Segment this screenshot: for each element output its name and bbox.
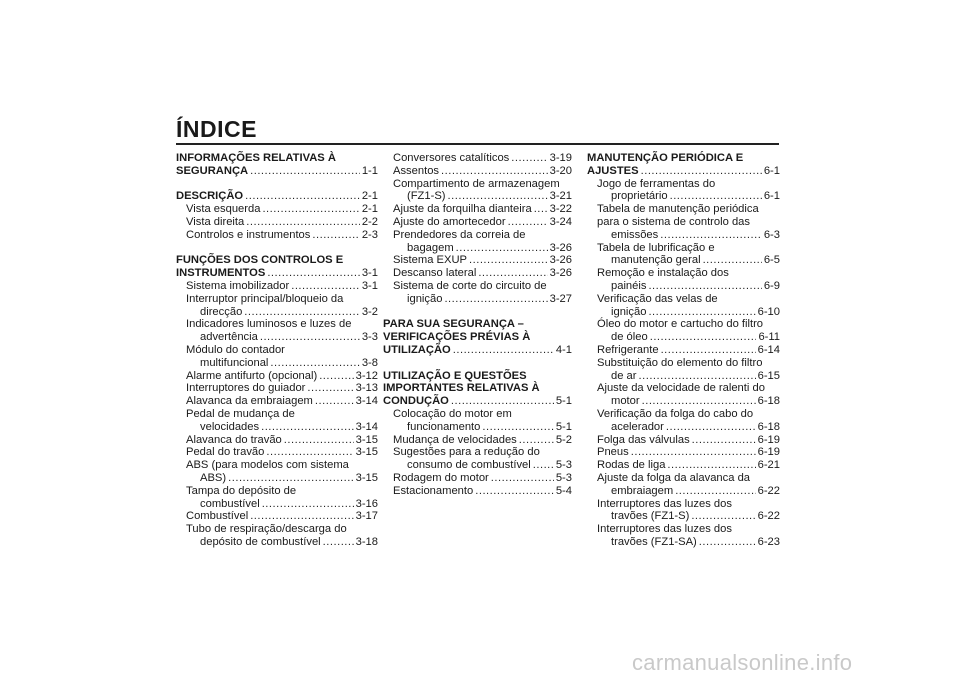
toc-entry[interactable] <box>587 370 780 383</box>
toc-page-number: 3-26 <box>549 267 572 280</box>
toc-entry-title: Folga das válvulas <box>597 433 690 446</box>
toc-entry[interactable] <box>383 472 572 485</box>
dot-leader <box>270 357 359 370</box>
toc-entry[interactable] <box>587 485 780 498</box>
dot-leader <box>675 485 755 498</box>
dot-leader <box>703 254 762 267</box>
toc-page-number: 6-22 <box>757 484 780 497</box>
toc-entry-line: ABS (para modelos com sistema <box>186 459 349 472</box>
toc-entry-title: AJUSTES <box>587 164 639 177</box>
toc-entry-title: Sistema imobilizador <box>186 279 290 292</box>
toc-entry[interactable] <box>176 434 378 447</box>
toc-entry[interactable] <box>176 510 378 523</box>
toc-entry[interactable] <box>176 357 378 370</box>
dot-leader <box>691 510 755 523</box>
toc-entry[interactable] <box>383 421 572 434</box>
toc-page-number: 6-11 <box>758 331 780 344</box>
toc-entry-title: SEGURANÇA <box>176 164 249 177</box>
toc-page-number: 3-15 <box>355 433 378 446</box>
toc-entry-line: Prendedores da correia de <box>393 228 526 241</box>
dot-leader <box>660 229 762 242</box>
dot-leader <box>315 395 354 408</box>
dot-leader <box>650 331 757 344</box>
toc-page-number: 6-18 <box>757 420 780 433</box>
toc-column-1 <box>176 152 378 549</box>
dot-leader <box>250 510 353 523</box>
toc-entry-title: advertência <box>200 331 258 344</box>
toc-entry[interactable] <box>176 370 378 383</box>
toc-entry[interactable] <box>587 280 780 293</box>
toc-page-number: 2-2 <box>361 215 378 228</box>
toc-entry[interactable] <box>383 459 572 472</box>
title-rule <box>176 143 779 145</box>
dot-leader <box>648 280 761 293</box>
toc-section-heading: VERIFICAÇÕES PRÉVIAS À <box>383 331 531 344</box>
page-title: ÍNDICE <box>176 116 257 142</box>
toc-entry[interactable] <box>383 190 572 203</box>
toc-entry-line: Interruptor principal/bloqueio da <box>186 292 344 305</box>
dot-leader <box>245 190 360 203</box>
toc-page-number: 6-1 <box>763 190 780 203</box>
toc-entry-line: Pedal de mudança de <box>186 407 295 420</box>
toc-entry-line: Substituição do elemento do filtro <box>597 356 763 369</box>
toc-entry-title: emissões <box>611 228 659 241</box>
toc-entry-title: Rodagem do motor <box>393 471 489 484</box>
toc-page-number: 6-19 <box>757 446 780 459</box>
toc-page-number: 6-22 <box>757 510 780 523</box>
dot-leader <box>491 472 554 485</box>
toc-entry[interactable] <box>587 229 780 242</box>
toc-entry[interactable] <box>383 254 572 267</box>
toc-entry-title: Pedal do travão <box>186 446 265 459</box>
dot-leader <box>250 165 360 178</box>
toc-entry-title: Alavanca do travão <box>186 433 282 446</box>
toc-column-2 <box>383 152 572 498</box>
toc-page-number: 6-10 <box>757 305 780 318</box>
toc-page-number: 6-15 <box>757 369 780 382</box>
spacer <box>176 178 378 191</box>
toc-entry-title: ABS) <box>200 471 227 484</box>
toc-entry[interactable] <box>587 190 780 203</box>
toc-entry-line: para o sistema de controlo das <box>597 215 750 228</box>
toc-page-number: 6-3 <box>763 228 780 241</box>
toc-page-number: 6-9 <box>763 279 780 292</box>
toc-entry[interactable] <box>587 510 780 523</box>
toc-entry-title: UTILIZAÇÃO <box>383 343 451 356</box>
toc-page-number: 3-20 <box>549 164 572 177</box>
toc-entry-line: Ajuste da folga da alavanca da <box>597 471 751 484</box>
toc-entry-title: motor <box>611 395 640 408</box>
toc-entry[interactable] <box>587 434 780 447</box>
toc-page-number: 3-15 <box>355 471 378 484</box>
toc-page-number: 3-18 <box>355 535 378 548</box>
toc-page-number: 6-21 <box>757 459 780 472</box>
toc-entry-title: direcção <box>200 305 243 318</box>
toc-entry-line: Sugestões para a redução do <box>393 446 540 459</box>
toc-page-number: 3-27 <box>549 292 572 305</box>
toc-entry-title: INSTRUMENTOS <box>176 267 266 280</box>
toc-entry[interactable] <box>383 267 572 280</box>
toc-entry-title: Ajuste do amortecedor <box>393 215 506 228</box>
toc-entry[interactable] <box>587 395 780 408</box>
toc-page-number: 3-26 <box>549 254 572 267</box>
toc-entry-title: travões (FZ1-S) <box>611 510 690 523</box>
toc-entry-title: (FZ1-S) <box>407 190 446 203</box>
dot-leader <box>533 459 554 472</box>
toc-entry-title: consumo de combustível <box>407 459 531 472</box>
dot-leader <box>482 421 553 434</box>
toc-entry-title: Alarme antifurto (opcional) <box>186 369 318 382</box>
dot-leader <box>699 536 756 549</box>
toc-entry-title: acelerador <box>611 420 664 433</box>
toc-entry[interactable] <box>587 536 780 549</box>
toc-page-number: 3-13 <box>355 382 378 395</box>
toc-entry-line: Ajuste da velocidade de ralenti do <box>597 382 765 395</box>
toc-entry[interactable] <box>176 280 378 293</box>
dot-leader <box>266 446 353 459</box>
dot-leader <box>307 382 353 395</box>
toc-page-number: 5-1 <box>555 420 572 433</box>
toc-entry[interactable] <box>587 446 780 459</box>
toc-page-number: 2-1 <box>361 203 378 216</box>
toc-entry[interactable] <box>587 459 780 472</box>
toc-entry-title: Descanso lateral <box>393 267 477 280</box>
toc-entry[interactable] <box>176 331 378 344</box>
toc-entry-title: Pneus <box>597 446 629 459</box>
toc-entry[interactable] <box>176 229 378 242</box>
toc-entry-title: Interruptores do guiador <box>186 382 306 395</box>
toc-entry-title: Ajuste da forquilha dianteira <box>393 203 532 216</box>
dot-leader <box>291 280 360 293</box>
toc-entry[interactable] <box>587 331 780 344</box>
toc-page-number: 3-19 <box>549 152 572 164</box>
toc-page-number: 6-14 <box>757 343 780 356</box>
toc-entry-line: Sistema de corte do circuito de <box>393 279 547 292</box>
dot-leader <box>444 293 547 306</box>
toc-entry-line: Compartimento de armazenagem <box>393 177 560 190</box>
toc-entry-line: Óleo do motor e cartucho do filtro <box>597 318 764 331</box>
toc-entry-line: Verificação das velas de <box>597 292 718 305</box>
dot-leader <box>648 306 755 319</box>
toc-page-number: 3-24 <box>549 215 572 228</box>
toc-entry[interactable] <box>176 395 378 408</box>
toc-entry[interactable] <box>176 203 378 216</box>
toc-page-number: 2-3 <box>361 228 378 241</box>
toc-entry[interactable] <box>176 498 378 511</box>
toc-page-number: 3-12 <box>355 369 378 382</box>
toc-entry-title: proprietário <box>611 190 668 203</box>
toc-entry-line: Remoção e instalação dos <box>597 267 729 280</box>
toc-section-heading: UTILIZAÇÃO E QUESTÕES <box>383 369 527 382</box>
toc-entry-title: Refrigerante <box>597 343 659 356</box>
toc-entry-title: ignição <box>611 305 647 318</box>
toc-entry-title: Rodas de liga <box>597 459 666 472</box>
toc-entry-line: Indicadores luminosos e luzes de <box>186 318 352 331</box>
toc-entry-line: Tampa do depósito de <box>186 484 297 497</box>
toc-entry[interactable] <box>383 485 572 498</box>
toc-page-number: 5-3 <box>555 459 572 472</box>
toc-entry-line: Interruptores das luzes dos <box>597 523 732 536</box>
toc-entry-line: Tabela de manutenção periódica <box>597 203 759 216</box>
dot-leader <box>453 344 554 357</box>
toc-entry[interactable] <box>383 434 572 447</box>
dot-leader <box>670 190 762 203</box>
toc-page-number: 3-3 <box>361 331 378 344</box>
toc-entry-line: Interruptores das luzes dos <box>597 497 732 510</box>
dot-leader <box>456 242 548 255</box>
toc-entry-title: ignição <box>407 292 443 305</box>
toc-entry-title: multifuncional <box>200 356 269 369</box>
toc-page-number: 5-3 <box>555 471 572 484</box>
toc-page-number: 4-1 <box>555 343 572 356</box>
toc-entry[interactable] <box>176 472 378 485</box>
toc-entry-title: Estacionamento <box>393 484 474 497</box>
dot-leader <box>639 370 756 383</box>
toc-page-number: 3-1 <box>361 279 378 292</box>
dot-leader <box>267 267 360 280</box>
toc-entry-title: Controlos e instrumentos <box>186 228 311 241</box>
dot-leader <box>319 370 353 383</box>
dot-leader <box>534 203 548 216</box>
toc-entry-line: Verificação da folga do cabo do <box>597 407 754 420</box>
toc-entry-title: bagagem <box>407 241 454 254</box>
toc-entry[interactable] <box>176 382 378 395</box>
toc-page-number: 3-17 <box>355 510 378 523</box>
toc-entry-title: funcionamento <box>407 420 481 433</box>
dot-leader <box>260 331 360 344</box>
toc-entry-title: Vista esquerda <box>186 203 261 216</box>
toc-entry-title: embraiagem <box>611 484 674 497</box>
toc-entry-title: CONDUÇÃO <box>383 395 449 408</box>
spacer <box>176 242 378 255</box>
dot-leader <box>323 536 354 549</box>
dot-leader <box>661 344 756 357</box>
toc-section-entry[interactable] <box>383 344 572 357</box>
toc-page-number: 6-18 <box>757 395 780 408</box>
toc-entry[interactable] <box>587 421 780 434</box>
dot-leader <box>441 165 548 178</box>
toc-entry[interactable] <box>383 165 572 178</box>
toc-section-heading: PARA SUA SEGURANÇA – <box>383 318 524 331</box>
watermark: carmanualsonline.info <box>632 650 853 675</box>
toc-entry[interactable] <box>176 216 378 229</box>
toc-entry-title: Alavanca da embraiagem <box>186 395 313 408</box>
dot-leader <box>262 498 354 511</box>
toc-section-entry[interactable] <box>383 395 572 408</box>
toc-page-number: 3-21 <box>549 190 572 203</box>
toc-page-number: 5-4 <box>555 484 572 497</box>
toc-entry[interactable] <box>383 216 572 229</box>
toc-page-number: 3-22 <box>549 203 572 216</box>
dot-leader <box>478 267 547 280</box>
toc-section-heading: MANUTENÇÃO PERIÓDICA E <box>587 152 744 164</box>
toc-entry-title: combustível <box>200 497 260 510</box>
toc-entry[interactable] <box>383 203 572 216</box>
toc-page-number: 6-23 <box>757 535 780 548</box>
toc-entry-title: depósito de combustível <box>200 535 321 548</box>
spacer <box>383 357 572 370</box>
toc-page-number: 3-2 <box>361 305 378 318</box>
toc-entry-title: Vista direita <box>186 215 245 228</box>
toc-entry[interactable] <box>383 242 572 255</box>
dot-leader <box>667 459 755 472</box>
toc-entry-line: Colocação do motor em <box>393 407 512 420</box>
toc-page-number: 3-26 <box>549 241 572 254</box>
dot-leader <box>475 485 554 498</box>
toc-page-number: 6-19 <box>757 433 780 446</box>
toc-entry[interactable] <box>587 344 780 357</box>
toc-entry-line: Tabela de lubrificação e <box>597 241 715 254</box>
toc-entry[interactable] <box>176 421 378 434</box>
toc-entry-line: Jogo de ferramentas do <box>597 177 716 190</box>
toc-entry[interactable] <box>176 306 378 319</box>
toc-entry-title: painéis <box>611 279 647 292</box>
toc-entry[interactable] <box>383 152 572 165</box>
dot-leader <box>262 203 359 216</box>
toc-entry-title: travões (FZ1-SA) <box>611 535 697 548</box>
toc-section-heading: INFORMAÇÕES RELATIVAS À <box>176 152 336 164</box>
toc-entry-title: Assentos <box>393 164 440 177</box>
toc-section-entry[interactable] <box>587 165 780 178</box>
dot-leader <box>511 152 547 165</box>
dot-leader <box>261 421 354 434</box>
dot-leader <box>642 395 756 408</box>
toc-entry-title: DESCRIÇÃO <box>176 190 244 203</box>
toc-entry-title: Sistema EXUP <box>393 254 467 267</box>
toc-section-heading: IMPORTANTES RELATIVAS À <box>383 382 540 395</box>
toc-page-number: 6-1 <box>763 164 780 177</box>
toc-entry[interactable] <box>587 306 780 319</box>
toc-page-number: 3-8 <box>361 356 378 369</box>
toc-entry-title: manutenção geral <box>611 254 701 267</box>
toc-entry[interactable] <box>587 254 780 267</box>
toc-page-number: 5-2 <box>555 433 572 446</box>
toc-entry-line: Módulo do contador <box>186 343 285 356</box>
dot-leader <box>451 395 554 408</box>
toc-section-entry[interactable] <box>176 267 378 280</box>
dot-leader <box>284 434 354 447</box>
dot-leader <box>666 421 756 434</box>
toc-page-number: 3-1 <box>361 267 378 280</box>
toc-entry[interactable] <box>383 293 572 306</box>
toc-entry-title: velocidades <box>200 420 260 433</box>
dot-leader <box>448 190 548 203</box>
toc-entry-title: Conversores catalíticos <box>393 152 510 164</box>
toc-section-entry[interactable] <box>176 165 378 178</box>
dot-leader <box>246 216 360 229</box>
toc-entry-title: de óleo <box>611 331 648 344</box>
toc-page-number: 3-15 <box>355 446 378 459</box>
dot-leader <box>469 254 548 267</box>
dot-leader <box>312 229 359 242</box>
dot-leader <box>228 472 353 485</box>
toc-page-number: 1-1 <box>361 164 378 177</box>
toc-page-number: 6-5 <box>763 254 780 267</box>
toc-entry[interactable] <box>176 446 378 459</box>
toc-page-number: 2-1 <box>361 190 378 203</box>
dot-leader <box>692 434 756 447</box>
toc-page-number: 5-1 <box>555 395 572 408</box>
toc-section-heading: FUNÇÕES DOS CONTROLOS E <box>176 254 344 267</box>
toc-entry-line: Tubo de respiração/descarga do <box>186 523 347 536</box>
toc-page-number: 3-14 <box>355 420 378 433</box>
toc-page-number: 3-14 <box>355 395 378 408</box>
toc-entry-title: de ar <box>611 369 637 382</box>
dot-leader <box>631 446 756 459</box>
toc-page-number: 3-16 <box>355 497 378 510</box>
toc-section-entry[interactable] <box>176 190 378 203</box>
dot-leader <box>519 434 554 447</box>
toc-entry-title: Mudança de velocidades <box>393 433 517 446</box>
spacer <box>383 306 572 319</box>
dot-leader <box>508 216 548 229</box>
toc-entry[interactable] <box>176 536 378 549</box>
dot-leader <box>244 306 360 319</box>
toc-entry-title: Combustível <box>186 510 249 523</box>
toc-column-3 <box>587 152 780 549</box>
dot-leader <box>641 165 762 178</box>
